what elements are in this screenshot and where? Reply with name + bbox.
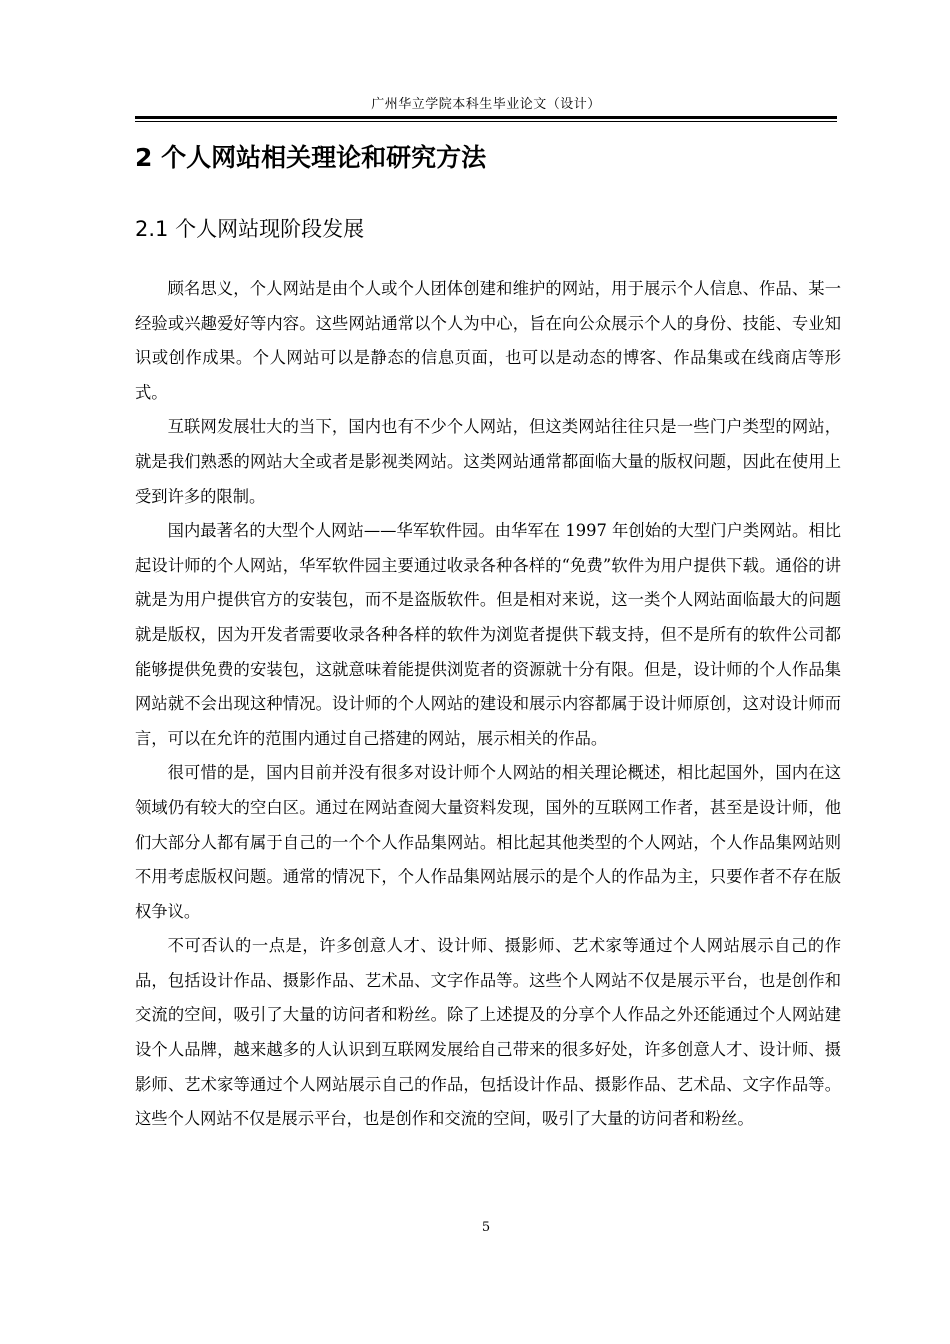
body-text	[135, 272, 841, 1137]
paragraph: 不可否认的一点是，许多创意人才、设计师、摄影师、艺术家等通过个人网站展示自己的作品，包括设计作品、摄影作品、艺术品、文字作品等。这些个人网站不仅是展示平台，也是创作和交流的空间，吸引了大量的访问者和粉丝。除了上述提及的分享个人作品之外还能通过个人网站建设个人品牌，越来越多的人认识到互联网发展给自己带来的很多好处，许多创意人才、设计师、摄影师、艺术家等通过个人网站展示自己的作品，包括设计作品、摄影作品、艺术品、文字作品等。这些个人网站不仅是展示平台，也是创作和交流的空间，吸引了大量的访问者和粉丝。	[135, 936, 841, 1129]
paragraph: 国内最著名的大型个人网站——华军软件园。由华军在 1997 年创始的大型门户类网站。相比起设计师的个人网站，华军软件园主要通过收录各种各样的“免费”软件为用户提供下载。通俗的讲就是为用户提供官方的安装包，而不是盗版软件。但是相对来说，这一类个人网站面临最大的问题就是版权，因为开发者需要收录各种各样的软件为浏览者提供下载支持，但不是所有的软件公司都能够提供免费的安装包，这就意味着能提供浏览者的资源就十分有限。但是，设计师的个人作品集网站就不会出现这种情况。设计师的个人网站的建设和展示内容都属于设计师原创，这对设计师而言，可以在允许的范围内通过自己搭建的网站，展示相关的作品。	[135, 521, 841, 748]
header-rule-thin	[135, 121, 837, 122]
paragraph: 很可惜的是，国内目前并没有很多对设计师个人网站的相关理论概述，相比起国外，国内在这领域仍有较大的空白区。通过在网站查阅大量资料发现，国外的互联网工作者，甚至是设计师，他们大部分人都有属于自己的一个个人作品集网站。相比起其他类型的个人网站，个人作品集网站则不用考虑版权问题。通常的情况下，个人作品集网站展示的是个人的作品为主，只要作者不存在版权争议。	[135, 763, 841, 921]
paragraph: 顾名思义，个人网站是由个人或个人团体创建和维护的网站，用于展示个人信息、作品、某一经验或兴趣爱好等内容。这些网站通常以个人为中心，旨在向公众展示个人的身份、技能、专业知识或创作成果。个人网站可以是静态的信息页面，也可以是动态的博客、作品集或在线商店等形式。	[135, 279, 841, 402]
paragraph: 互联网发展壮大的当下，国内也有不少个人网站，但这类网站往往只是一些门户类型的网站，就是我们熟悉的网站大全或者是影视类网站。这类网站通常都面临大量的版权问题，因此在使用上受到许多的限制。	[135, 417, 841, 506]
chapter-title: 2 个人网站相关理论和研究方法	[135, 143, 487, 172]
section-title: 2.1 个人网站现阶段发展	[135, 217, 365, 241]
page-number: 5	[481, 1220, 491, 1235]
running-header: 广州华立学院本科生毕业论文（设计）	[371, 97, 601, 112]
header-rule-thick	[135, 116, 837, 119]
